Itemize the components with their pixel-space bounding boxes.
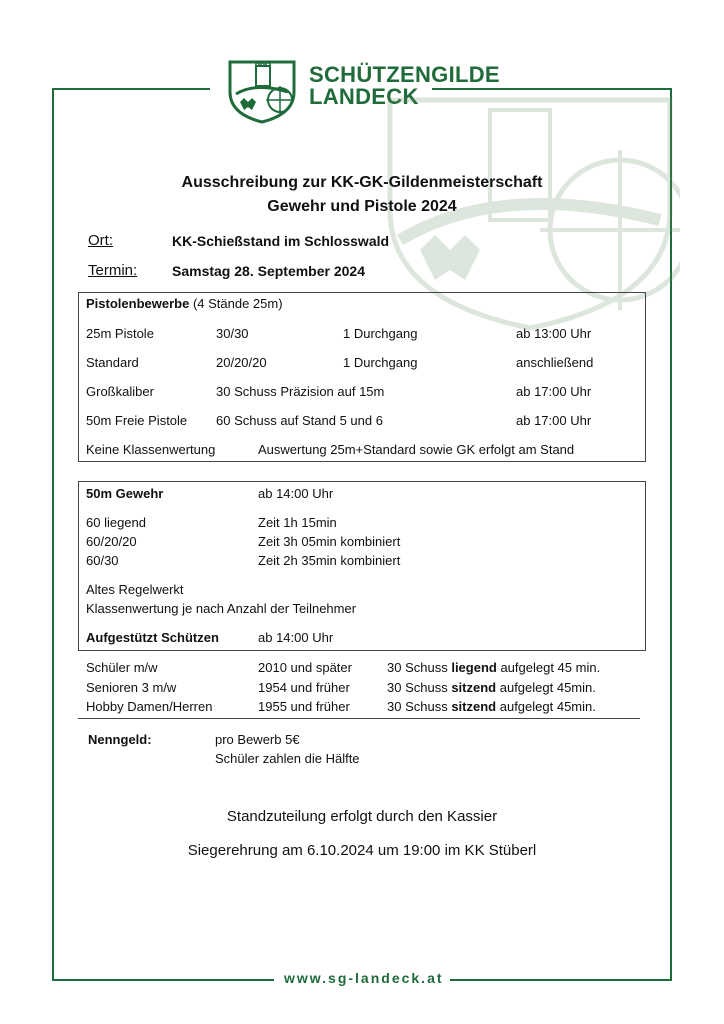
rule-position: sitzend	[451, 699, 497, 714]
rifle-row-name: 60 liegend	[86, 515, 146, 530]
pistol-section-box	[78, 292, 646, 462]
pistol-row-name: 50m Freie Pistole	[86, 413, 188, 428]
rifle-heading-time: ab 14:00 Uhr	[258, 486, 334, 501]
rule-position: sitzend	[451, 680, 497, 695]
club-logo-icon	[226, 58, 298, 124]
pistol-heading-note: (4 Stände 25m)	[192, 296, 283, 311]
pistol-row-format: 30 Schuss Präzision auf 15m	[216, 384, 385, 399]
rifle-row-time: Zeit 1h 15min	[258, 515, 337, 530]
rule-pre: 30 Schuss	[387, 680, 452, 695]
doc-title-line1: Ausschreibung zur KK-GK-Gildenmeisterschaft	[181, 174, 543, 191]
pistol-heading	[86, 296, 283, 311]
pistol-row-name: 25m Pistole	[86, 326, 154, 341]
pistol-row-format: 30/30	[216, 326, 249, 341]
fee-line2: Schüler zahlen die Hälfte	[215, 751, 360, 766]
pistol-row-name: Standard	[86, 355, 139, 370]
rifle-row-time: Zeit 3h 05min kombiniert	[258, 534, 401, 549]
supported-row-rule	[387, 699, 596, 714]
pistol-row-time: ab 17:00 Uhr	[516, 384, 592, 399]
pistol-row-rounds: 1 Durchgang	[343, 326, 418, 341]
brand-line1: SCHÜTZENGILDE	[309, 62, 500, 87]
supported-heading-time: ab 14:00 Uhr	[258, 630, 334, 645]
ort-label: Ort:	[88, 232, 113, 249]
rule-post: aufgelegt 45 min.	[496, 660, 601, 675]
rule-post: aufgelegt 45min.	[496, 680, 596, 695]
ort-value: KK-Schießstand im Schlosswald	[172, 233, 390, 249]
pistol-heading-title: Pistolenbewerbe	[86, 296, 190, 311]
frame-top-left	[52, 88, 210, 90]
supported-row-name: Senioren 3 m/w	[86, 680, 177, 695]
rifle-heading: 50m Gewehr	[86, 486, 164, 501]
rule-pre: 30 Schuss	[387, 699, 452, 714]
supported-row-year: 1954 und früher	[258, 680, 350, 695]
rule-pre: 30 Schuss	[387, 660, 452, 675]
pistol-row-time: anschließend	[516, 355, 594, 370]
rifle-note-rules: Altes Regelwerkt	[86, 582, 184, 597]
rule-post: aufgelegt 45min.	[496, 699, 596, 714]
pistol-footer-right: Auswertung 25m+Standard sowie GK erfolgt am Stand	[258, 442, 575, 457]
pistol-row-format: 60 Schuss auf Stand 5 und 6	[216, 413, 383, 428]
frame-bottom-left	[52, 979, 274, 981]
pistol-row-name: Großkaliber	[86, 384, 154, 399]
rifle-row-time: Zeit 2h 35min kombiniert	[258, 553, 401, 568]
supported-row-year: 1955 und früher	[258, 699, 350, 714]
supported-row-name: Hobby Damen/Herren	[86, 699, 213, 714]
website-link[interactable]: www.sg-landeck.at	[284, 970, 444, 986]
ceremony-note: Siegerehrung am 6.10.2024 um 19:00 im KK Stüberl	[187, 842, 537, 859]
doc-title-line2: Gewehr und Pistole 2024	[267, 198, 457, 215]
supported-row-year: 2010 und später	[258, 660, 352, 675]
pistol-footer-left: Keine Klassenwertung	[86, 442, 216, 457]
pistol-row-rounds: 1 Durchgang	[343, 355, 418, 370]
rifle-note-classes: Klassenwertung je nach Anzahl der Teilnehmer	[86, 601, 357, 616]
pistol-row-time: ab 13:00 Uhr	[516, 326, 592, 341]
rifle-row-name: 60/20/20	[86, 534, 137, 549]
supported-row-rule	[387, 680, 596, 695]
pistol-row-time: ab 17:00 Uhr	[516, 413, 592, 428]
rifle-row-name: 60/30	[86, 553, 119, 568]
fee-line1: pro Bewerb 5€	[215, 732, 300, 747]
supported-heading: Aufgestützt Schützen	[86, 630, 219, 645]
supported-row-rule	[387, 660, 600, 675]
rule-position: liegend	[451, 660, 497, 675]
brand-line2: LANDECK	[309, 84, 419, 109]
pistol-row-format: 20/20/20	[216, 355, 267, 370]
frame-bottom-right	[450, 979, 672, 981]
divider	[78, 718, 640, 719]
assignment-note: Standzuteilung erfolgt durch den Kassier	[226, 808, 498, 825]
supported-row-name: Schüler m/w	[86, 660, 158, 675]
termin-value: Samstag 28. September 2024	[172, 263, 365, 279]
termin-label: Termin:	[88, 262, 138, 279]
fee-label: Nenngeld:	[88, 732, 152, 747]
